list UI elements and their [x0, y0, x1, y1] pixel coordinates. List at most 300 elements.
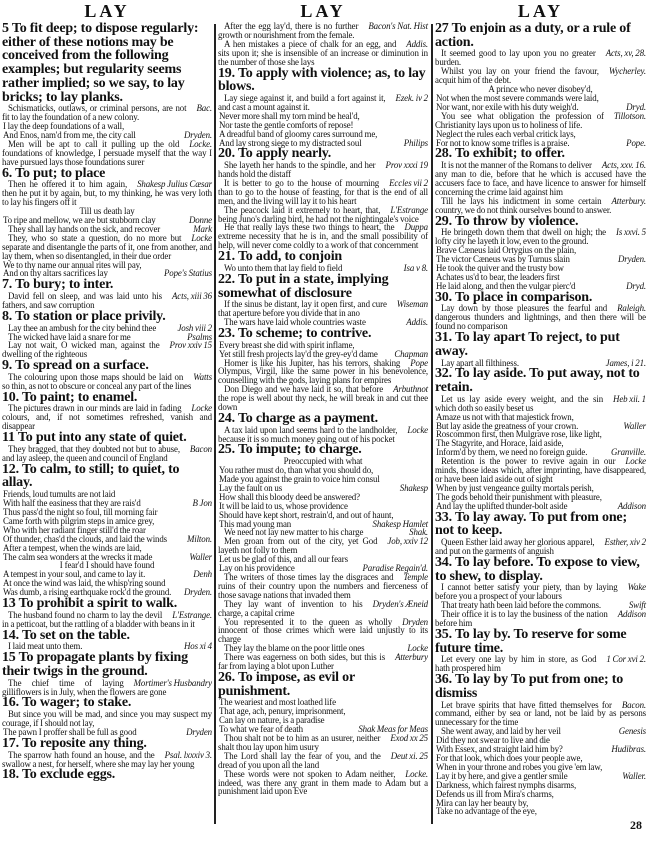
entry-text: That age, ach, penury, imprisonment, — [219, 706, 346, 717]
sense-heading — [435, 628, 646, 655]
citation-source: Acts, xiii 36 — [172, 291, 212, 302]
entry-text: They lay want of invention to his charge, a capital crime — [218, 598, 363, 618]
entry-text: After a tempest, when the winds are laid, — [3, 542, 142, 553]
entry-text: The gods behold their punishment with pleasure, — [436, 491, 602, 502]
entry-text: The victor Cæneus was by Turnus slain — [436, 254, 570, 264]
quotation — [218, 359, 428, 386]
entry-text: You represented it to the queen as wholly innocent of those crimes which were laid unjustly to its charge — [218, 616, 428, 645]
citation-source: Dryd. — [626, 280, 646, 291]
citation-source: Psalms — [187, 331, 212, 342]
quotation — [218, 206, 428, 224]
citation-source: Wake — [627, 582, 646, 593]
citation-source: Pope's Statius — [164, 268, 212, 279]
entry-text: They lay the blame on the poor little ones — [224, 643, 365, 654]
citation-source: Mortimer's Husbandry — [133, 677, 212, 688]
entry-text: David fell on sleep, and was laid unto his fathers, and saw corruption — [2, 291, 162, 310]
quotation — [435, 701, 646, 728]
citation-source: Temple — [403, 571, 428, 582]
entry-text: 29. To throw by violence. — [435, 213, 579, 229]
quotation — [435, 304, 646, 331]
entry-text: 33. To lay away. To put from one; not to keep. — [435, 509, 627, 539]
quotation — [435, 457, 646, 484]
entry-text: Schismaticks, outlaws, or criminal persons, are not fit to lay the foundation of a new colony. — [2, 103, 187, 123]
entry-text: I lay the deep foundations of a wall, — [3, 121, 125, 132]
entry-text: Men will be apt to call it pulling up the old foundations of knowledge, I persuade myself that the way I have pursued lays those foundations surer — [2, 138, 212, 167]
sense-heading — [2, 651, 212, 678]
entry-text: 21. To add, to conjoin — [218, 249, 342, 265]
sense-heading — [2, 167, 212, 181]
citation-source: Dryden. — [184, 130, 212, 141]
entry-text: 35. To lay by. To reserve for some future time. — [435, 626, 627, 656]
entry-text: 16. To wager; to stake. — [2, 695, 132, 711]
quotation — [435, 610, 646, 628]
sense-heading — [435, 331, 646, 358]
entry-text: The calm sea wonders at the wrecks it made — [3, 551, 153, 562]
entry-text: Nor want, nor exile with his duty weigh'd. — [436, 101, 579, 112]
entry-text: Inform'd by them, we need no foreign guide. — [436, 447, 588, 458]
sense-heading — [435, 22, 646, 49]
sense-heading — [218, 671, 428, 698]
quotation — [2, 445, 212, 463]
quotation — [218, 618, 428, 645]
entry-text: Wo unto them that lay field to field — [224, 262, 343, 273]
sense-heading — [218, 327, 428, 341]
quotation — [2, 341, 212, 359]
quotation — [2, 180, 212, 207]
quotation — [218, 653, 428, 671]
entry-text: It is better to go to the house of mourning than to go to the house of feasting, for that is the end of all men, and the living will lay it to his heart — [218, 177, 428, 206]
entry-text: The pictures drawn in our minds are laid in fading colours, and, if not sometimes refreshed, vanish and disappear — [2, 403, 212, 432]
column-divider — [214, 24, 216, 824]
citation-source: Bacon — [189, 443, 212, 454]
entry-text: These words were not spoken to Adam neither, indeed, was there any grant in them made to Adam but a punishment laid upon Eve — [218, 768, 428, 797]
entry-text: Let us be glad of this, and all our fears — [219, 554, 348, 565]
citation-source: Denh — [193, 569, 212, 580]
entry-text: Made you against the grain to voice him consul — [219, 474, 380, 484]
quotation — [435, 655, 646, 673]
entry-text: The husband found no charm to lay the devil in a petticoat, but the rattling of a bladder with beans in it — [2, 609, 195, 629]
citation-source: B Jon — [192, 498, 212, 509]
citation-source: L'Estrange — [390, 204, 428, 215]
citation-source: Granville. — [610, 447, 646, 458]
citation-source: Arbuthnot — [393, 384, 428, 395]
entry-text: Let us lay aside every weight, and the sin which doth so easily beset us — [435, 393, 604, 413]
entry-text: 20. To apply nearly. — [218, 146, 332, 162]
entry-text: Who with her radiant finger still'd the roar — [3, 524, 146, 535]
citation-source: Philips — [403, 137, 428, 148]
column-1 — [2, 0, 212, 782]
entry-text: And lay strong siege to my distracted soul — [219, 137, 362, 148]
entry-text: I fear'd I should have found — [59, 560, 155, 571]
citation-source: Locke — [407, 424, 428, 435]
entry-text: Every breast she did with spirit inflame, — [219, 339, 355, 350]
sense-heading — [2, 22, 212, 104]
citation-source: Esther, xiv 2 — [604, 537, 646, 548]
quotation — [435, 49, 646, 67]
entry-text: 28. To exhibit; to offer. — [435, 146, 565, 162]
entry-text: Yet still fresh projects lay'd the grey-ey'd dame — [219, 348, 378, 359]
entry-text: A dreadful band of gloomy cares surround me, — [219, 128, 378, 139]
quotation — [218, 94, 428, 112]
entry-text: 11 To put into any state of quiet. — [2, 430, 187, 446]
citation-source: Psal. lxxxiv 3. — [164, 749, 212, 760]
sense-heading — [435, 291, 646, 305]
citation-source: Donne — [188, 215, 212, 225]
quotation — [2, 140, 212, 167]
entry-text: Till us death lay — [79, 206, 135, 217]
citation-source: Addison — [617, 609, 646, 620]
entry-text: 7. To bury; to inter. — [2, 277, 114, 293]
entry-text: You see what obligation the profession of Christianity lays upon us to holiness of life. — [435, 110, 604, 130]
entry-text: 15 To propagate plants by fixing their twigs in the ground. — [2, 650, 188, 679]
quotation — [218, 300, 428, 318]
entry-text: 31. To lay apart To reject, to put away. — [435, 330, 620, 359]
quotation — [218, 223, 428, 250]
column-2 — [218, 0, 428, 796]
entry-text: The pawn I proffer shall be full as good — [3, 726, 137, 737]
quotation — [218, 537, 428, 555]
entry-text: 24. To charge as a payment. — [218, 410, 378, 426]
running-header: LAY — [517, 1, 564, 21]
entry-text: With half the easiness that they are rais'd — [3, 498, 141, 509]
quotation — [2, 104, 212, 122]
entry-text: To what we fear of death — [219, 724, 303, 735]
entry-text: They, who so state a question, do no more but separate and disentangle the parts of it, one from another, and lay them, when so disentangled, in their due order — [2, 232, 212, 261]
citation-source: Hos xi 4 — [183, 641, 212, 652]
entry-text: 19. To apply with violence; as, to lay blows. — [218, 65, 426, 95]
quotation — [218, 600, 428, 618]
entry-text: Friends, loud tumults are not laid — [3, 489, 116, 500]
citation-source: Bacon's Nat. Hist — [368, 21, 428, 31]
entry-text: 10. To paint; to enamel. — [2, 389, 138, 405]
citation-source: Heb xii. 1 — [613, 393, 646, 404]
citation-source: Hudibras. — [611, 744, 646, 755]
sense-heading — [2, 629, 212, 643]
entry-text: Can lay on nature, is a paradise — [219, 715, 325, 726]
entry-text: Queen Esther laid away her glorious apparel, and put on the garments of anguish — [435, 537, 595, 556]
entry-text: But lay aside the greatness of your crown. — [436, 420, 579, 431]
entry-text: They shall lay hands on the sick, and recover — [8, 223, 161, 234]
entry-text: And on thy altars sacrifices lay — [3, 268, 108, 279]
entry-text: How shall this bloody deed be answered? — [219, 491, 360, 502]
citation-source: Is xxvi. 5 — [616, 227, 646, 238]
quotation — [435, 583, 646, 601]
verse-line — [435, 807, 646, 816]
entry-text: The peacock laid it extremely to heart, that, being Juno's darling bird, he had not the nightingale's voice — [218, 204, 419, 224]
entry-text: Achates us'd to bear, the leaders first — [436, 271, 560, 282]
citation-source: Prov xxxi 19 — [385, 160, 428, 171]
entry-text: The wars have laid whole countries waste — [224, 317, 366, 328]
entry-text: I laid meat unto them. — [8, 641, 83, 652]
citation-source: Shakesp Julius Cæsar — [137, 179, 212, 190]
quotation — [218, 426, 428, 444]
quotation — [2, 611, 212, 629]
entry-text: At once the wind was laid, the whisp'ring sound — [3, 578, 166, 589]
quotation — [218, 179, 428, 206]
quotation — [2, 679, 212, 697]
citation-source: Shak Meas for Meas — [358, 724, 428, 735]
sense-heading — [218, 147, 428, 161]
entry-text: The Lord shall lay the fear of you, and the dread of you upon all the land — [218, 750, 381, 770]
quotation — [435, 538, 646, 556]
entry-text: Never more shall my torn mind be heal'd, — [219, 110, 360, 121]
entry-text: Lay thee an ambush for the city behind thee — [8, 322, 157, 333]
sense-heading — [2, 737, 212, 751]
entry-text: A hen mistakes a piece of chalk for an egg, and sits upon it; she is insensible of an increase or diminution in the number of those she lays — [218, 38, 428, 67]
entry-text: Brave Cæneus laid Ortygius on the plain, — [436, 245, 577, 256]
quotation — [435, 395, 646, 413]
citation-source: Shakesp — [399, 482, 428, 493]
entry-text: It is not the manner of the Romans to deliver any man to die, before that he which is accused have the accusers face to face, and have licence to answer for himself concerning the crime laid against him — [435, 160, 646, 197]
sense-heading — [218, 412, 428, 426]
quotation — [218, 385, 428, 412]
sense-heading — [2, 768, 212, 782]
entry-text: We need not lay new matter to his charge — [224, 527, 364, 538]
entry-text: Let every one lay by him in store, as God hath prospered him — [435, 654, 597, 674]
entry-text: He laid along, and then the vulgar pierc'd — [436, 280, 576, 291]
citation-source: Acts, xv, 28. — [605, 48, 646, 59]
sense-heading — [2, 278, 212, 292]
sense-heading — [218, 443, 428, 457]
entry-text: The wicked have laid a snare for me — [8, 331, 131, 342]
entry-text: 30. To place in comparison. — [435, 289, 593, 305]
entry-text: Whilst you lay on your friend the favour, acquit him of the debt. — [435, 66, 599, 86]
entry-text: The sparrow hath found an house, and the swallow a nest, for herself, where she may lay her young — [2, 749, 195, 769]
entry-text: 17. To reposite any thing. — [2, 735, 147, 751]
quotation — [218, 734, 428, 752]
citation-source: Deut xi. 25 — [390, 750, 428, 761]
citation-source: Dryden. — [618, 254, 646, 264]
entry-text: Preoccupied with what — [283, 456, 363, 467]
citation-source: Dryden. — [184, 587, 212, 598]
citation-source: Job, xxiv 12 — [387, 536, 428, 547]
sense-heading — [435, 556, 646, 583]
running-header: LAY — [84, 1, 130, 21]
quotation — [2, 373, 212, 391]
quotation — [218, 573, 428, 600]
entry-text: Till he lays his indictment in some certain country, we do not think ourselves bound to answer. — [435, 195, 612, 215]
entry-text: For not to know some trifles is a praise. — [436, 137, 570, 148]
running-header: LAY — [300, 1, 346, 21]
citation-source: Waller — [189, 551, 212, 562]
citation-source: Wiseman — [396, 299, 428, 310]
sense-heading — [2, 310, 212, 324]
entry-text: Defends us ill from Mira's charms, — [436, 788, 554, 799]
entry-text: Should have kept short, restrain'd, and out of haunt, — [219, 509, 394, 520]
entry-text: Thus pass'd the night so foul, till morning fair — [3, 506, 158, 517]
entry-text: Lay apart all filthiness. — [441, 357, 519, 368]
entry-text: Lay on his providence — [219, 563, 295, 574]
entry-text: He took the quiver and the trusty bow — [436, 262, 564, 273]
entry-text: 18. To exclude eggs. — [2, 767, 116, 783]
entry-text: Darkness, which fairest nymphs disarms, — [436, 779, 577, 790]
entry-text: When by just vengeance guilty mortals perish, — [436, 482, 594, 493]
citation-source: Dryden's Æneid — [372, 598, 428, 609]
entry-text: 36. To lay by To put from one; to dismiss — [435, 672, 624, 701]
citation-source: Chapman — [394, 348, 428, 359]
citation-source: Dryden — [186, 726, 212, 737]
citation-source: Waller. — [622, 770, 646, 781]
entry-text: Nor taste the gentle comforts of repose! — [219, 119, 354, 130]
citation-source: Tillotson. — [613, 110, 646, 121]
sense-heading — [435, 367, 646, 394]
entry-text: The weariest and most loathed life — [219, 697, 336, 708]
entry-text: 8. To station or place privily. — [2, 308, 166, 324]
entry-text: 25. To impute; to charge. — [218, 442, 362, 458]
entry-text: With Essex, and straight laid him by? — [436, 744, 563, 755]
column-3 — [435, 0, 646, 832]
sense-heading — [2, 431, 212, 445]
citation-source: Raleigh. — [617, 303, 646, 314]
quotation — [2, 751, 212, 769]
entry-text: Came forth with pilgrim steps in amice grey, — [3, 515, 155, 526]
entry-text: He that really lays these two things to heart, the extreme necessity that he is in, and the small possibility of help, will never come coldly to a work of that concernment — [218, 222, 428, 251]
entry-text: Mira can lay her beauty by, — [436, 797, 529, 808]
quotation — [2, 404, 212, 431]
entry-text: Lay the fault on us — [219, 482, 283, 493]
entry-text: You rather must do, than what you should do, — [219, 465, 374, 476]
entry-text: The chief time of laying gilliflowers is in July, when the flowers are gone — [2, 677, 167, 697]
citation-source: Atterbury. — [611, 195, 646, 206]
entry-text: Lay down by those pleasures the fearful and dangerous thunders and lightnings, and then there will be found no comparison — [435, 303, 646, 332]
entry-text: Was dumb, a rising earthquake rock'd the ground. — [3, 587, 172, 598]
quotation — [2, 234, 212, 261]
citation-source: Exod xx 25 — [390, 733, 428, 743]
entry-text: It will be laid to us, whose providence — [219, 500, 348, 511]
entry-text: Homer is like his Jupiter, has his terrors, shaking Olympus, Virgil, like the same power in his benevolence, counselling with the gods, laying plans for empires — [218, 357, 428, 386]
entry-text: Lay not wait, O wicked man, against the dwelling of the righteous — [2, 340, 160, 360]
entry-text: Lay it by here, and give a gentler smile — [436, 770, 568, 781]
entry-text: To ripe and mellow, we are but stubborn clay — [3, 215, 156, 225]
citation-source: 1 Cor xvi 2. — [606, 654, 646, 665]
citation-source: Locke. — [405, 768, 428, 779]
quotation — [218, 752, 428, 770]
entry-text: Not when the most severe commands were laid, — [436, 92, 599, 103]
entry-text: When in your throne and robes you give 'em law, — [436, 761, 603, 772]
entry-text: 6. To put; to place — [2, 165, 106, 181]
sense-heading — [2, 696, 212, 710]
citation-source: Locke — [191, 403, 212, 414]
entry-text: Take no advantage of the eye, — [436, 806, 537, 817]
citation-source: Ezek. iv 2 — [395, 92, 428, 103]
entry-text: There was eagerness on both sides, but this is far from laying a blot upon Luther — [218, 652, 386, 672]
entry-text: And Enos, nam'd from me, the city call — [3, 130, 136, 141]
citation-source: Addis. — [406, 38, 428, 49]
citation-source: Locke. — [189, 138, 212, 149]
entry-text: That treaty hath been laid before the commons. — [441, 600, 601, 611]
entry-text: 14. To set on the table. — [2, 627, 130, 643]
entry-text: 13 To prohibit a spirit to walk. — [2, 596, 177, 612]
entry-text: Don Diego and we have laid it so, that before the rope is well about thy neck, he will break in and cut thee down — [218, 384, 428, 413]
entry-text: I cannot better satisfy your piety, than by laying before you a prospect of your labours — [435, 582, 618, 602]
sense-heading — [2, 391, 212, 405]
entry-text: Of thunder, chas'd the clouds, and laid the winds — [3, 533, 168, 544]
entry-text: 26. To impose, as evil or punishment. — [218, 669, 355, 699]
entry-text: Neglect the rules each verbal critick lays, — [436, 128, 576, 139]
citation-source: Addison — [617, 500, 646, 511]
entry-text: Lay siege against it, and build a fort against it, and cast a mount against it. — [218, 92, 386, 112]
entry-text: 22. To put in a state, implying somewhat of disclosure — [218, 271, 389, 301]
citation-source: Bac. — [196, 103, 212, 114]
sense-heading — [435, 673, 646, 700]
entry-text: The writers of those times lay the disgraces and ruins of their country upon the numbers and fierceness of those savage nations that invaded them — [218, 571, 428, 600]
sense-heading — [218, 273, 428, 300]
entry-text: Then he offered it to him again, then he put it by again, but, to my thinking, he was very loth to lay his fingers off it — [2, 179, 212, 208]
citation-source: Addis. — [406, 317, 428, 328]
citation-source: Swift — [628, 600, 646, 611]
entry-text: Thou shalt not be to him as an usurer, neither shalt thou lay upon him usury — [218, 733, 381, 752]
quotation — [435, 228, 646, 246]
citation-source: Milton. — [186, 533, 212, 544]
citation-source: Prov xxiv 15 — [169, 340, 212, 351]
entry-text: Amaze us not with that majestick frown, — [436, 411, 574, 422]
entry-text: She layeth her hands to the spindle, and her hands hold the distaff — [218, 160, 376, 180]
page-number: 28 — [630, 818, 642, 833]
entry-text: 34. To lay before. To expose to view, to shew, to display. — [435, 554, 640, 584]
entry-text: She went away, and laid by her veil — [441, 726, 561, 737]
quotation — [435, 112, 646, 130]
sense-heading — [218, 250, 428, 264]
citation-source: Locke — [625, 456, 646, 467]
quotation — [435, 161, 646, 197]
quotation — [218, 770, 428, 797]
quotation — [218, 40, 428, 67]
citation-source: Locke — [191, 232, 212, 243]
entry-text: Roscommon first, then Mulgrave rose, like light, — [436, 429, 602, 440]
entry-text: If the sinus be distant, lay it open first, and cure that aperture before you divide that in ano — [218, 299, 387, 319]
entry-text: Did they not swear to live and die — [436, 735, 550, 746]
quotation — [218, 22, 428, 40]
citation-source: Dryden — [402, 616, 428, 627]
entry-text: 32. To lay aside. To put away, not to retain. — [435, 366, 640, 396]
column-divider — [431, 24, 433, 824]
citation-source: Atterbury — [395, 652, 428, 663]
sense-heading — [2, 359, 212, 373]
entry-text: The Stagyrite, and Horace, laid aside, — [436, 438, 564, 449]
sense-heading — [218, 67, 428, 94]
entry-text: Men groan from out of the city, yet God layeth not folly to them — [218, 536, 378, 556]
entry-text: 5 To fit deep; to dispose regularly: either of these notions may be conceived from the following examples; but regularity seems rather implied; so we say, to lay bricks; to lay planks. — [2, 21, 199, 105]
entry-text: Let brave spirits that have fitted themselves for command, either by sea or land, not be laid by as persons unnecessary for the time — [435, 699, 646, 728]
entry-text: We to thy name our annual rites will pay, — [3, 259, 142, 270]
sense-heading — [2, 463, 212, 490]
entry-text: For that look, which does your people awe, — [436, 752, 583, 763]
citation-source: Paradise Regain'd. — [362, 563, 428, 574]
citation-source: Josh viii 2 — [177, 322, 212, 333]
citation-source: Duppa — [404, 222, 428, 233]
sense-heading — [435, 215, 646, 229]
citation-source: Shak. — [409, 527, 428, 538]
entry-text: The colouring upon those maps should be laid on so thin, as not to obscure or conceal any part of the lines — [2, 371, 192, 391]
entry-text: He bringeth down them that dwell on high; the lofty city he layeth it low, even to the ground. — [435, 227, 606, 247]
entry-text: 27 To enjoin as a duty, or a rule of action. — [435, 21, 631, 50]
citation-source: Shakesp Hamlet — [372, 518, 428, 529]
quotation — [2, 292, 212, 310]
entry-text: A tempest in your soul, and came to lay it. — [3, 569, 146, 580]
entry-text: A prince who never disobey'd, — [488, 84, 593, 95]
entry-text: Their office it is to lay the business of the nation before him — [435, 609, 608, 628]
entry-text: 23. To scheme; to contrive. — [218, 325, 372, 341]
entry-text: It seemed good to lay upon you no greater burden. — [435, 48, 596, 68]
sense-heading — [435, 147, 646, 161]
sense-heading — [2, 597, 212, 611]
citation-source: Mark — [193, 223, 212, 234]
entry-text: 9. To spread on a surface. — [2, 358, 149, 374]
quotation — [2, 710, 212, 728]
citation-source: Acts, xxv. 16. — [601, 160, 646, 171]
quotation — [435, 197, 646, 215]
entry-text: This mad young man — [219, 518, 292, 529]
